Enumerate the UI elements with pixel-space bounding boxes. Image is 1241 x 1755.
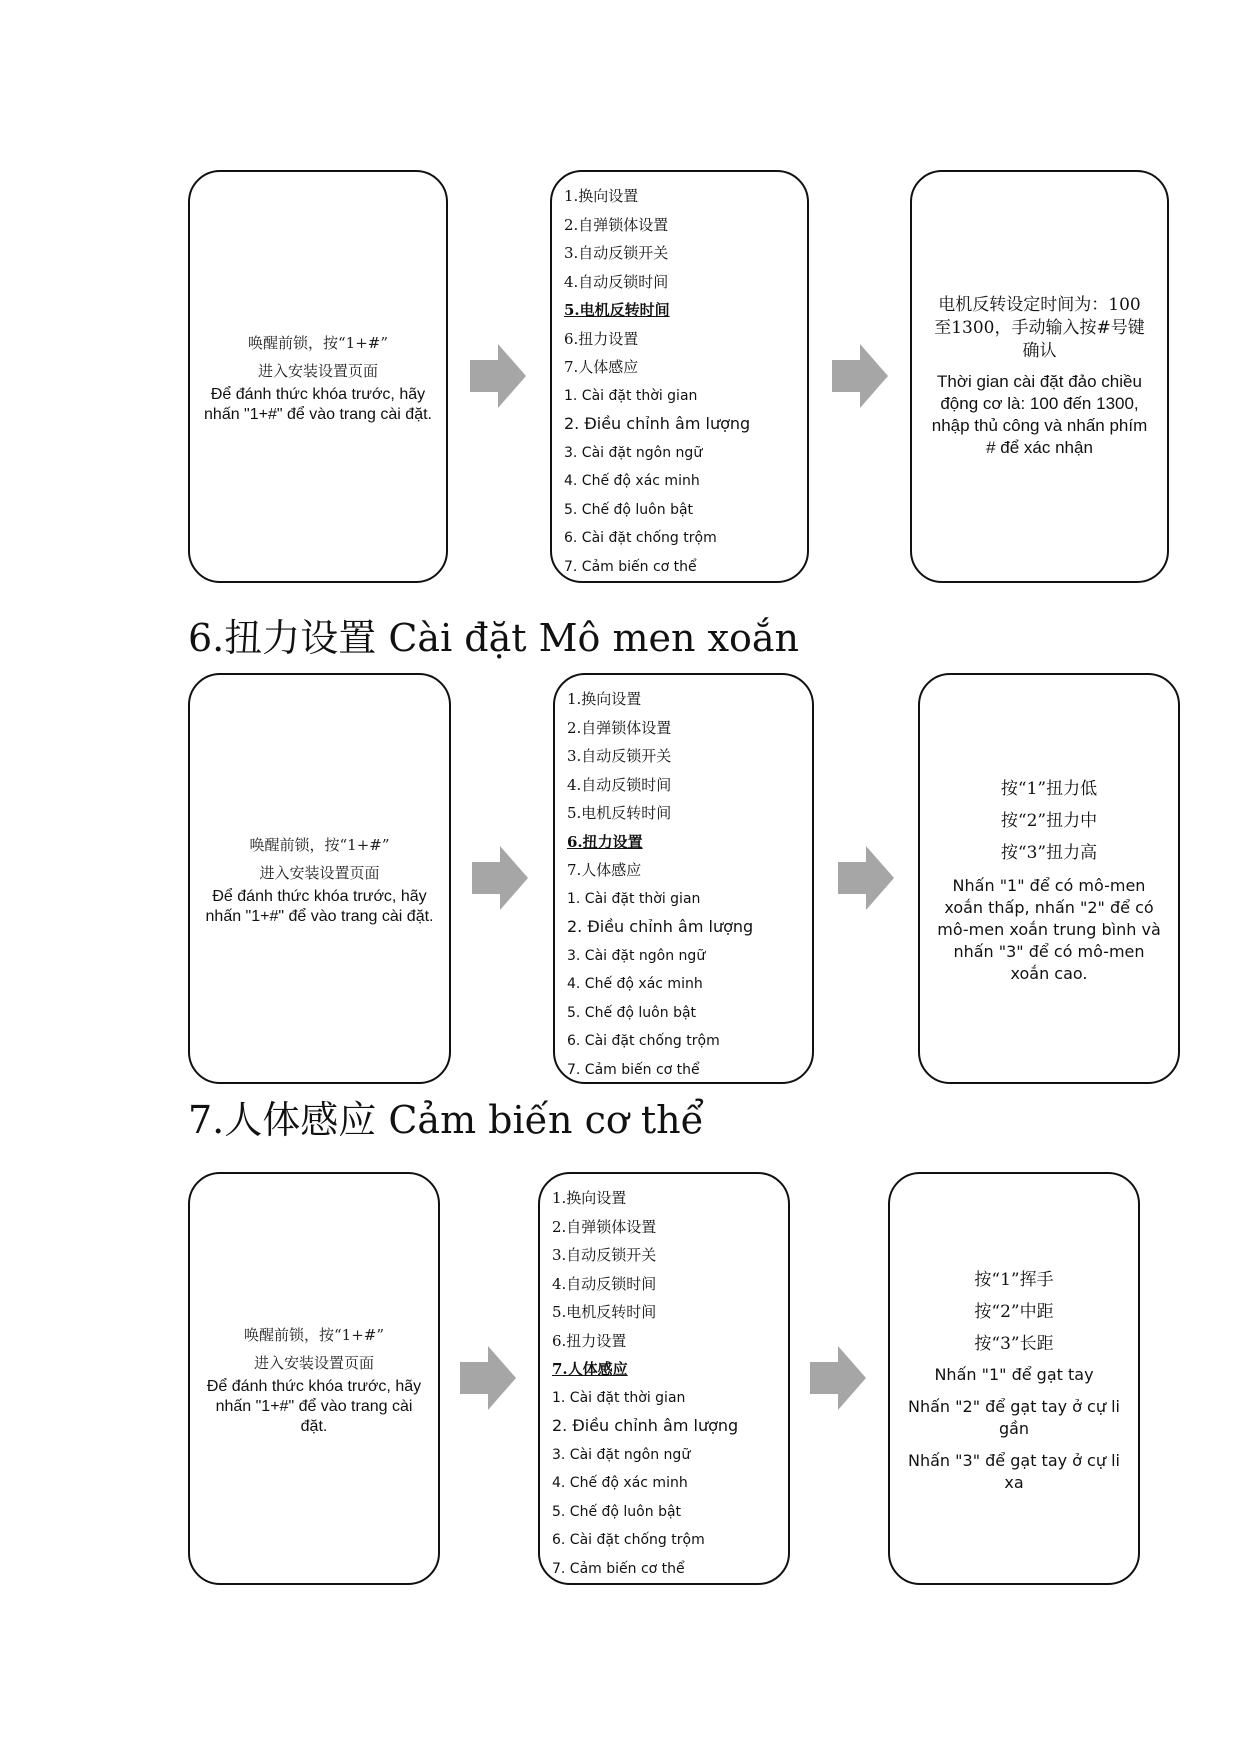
menu-item: 2.自弹锁体设置 xyxy=(567,718,672,737)
result-vi-7-2: Nhấn "2" để gạt tay ở cự li gần xyxy=(908,1396,1120,1438)
wake-zh-line2: 进入安装设置页面 xyxy=(259,863,380,882)
result-vi-6: Nhấn "1" để có mô-men xoắn thấp, nhấn "2" để có mô-men xoắn trung bình và nhấn "3" để có mô-men xoắn cao. xyxy=(937,875,1161,983)
menu-item: 7.人体感应 xyxy=(564,358,639,376)
menu-item: 2. Điều chỉnh âm lượng xyxy=(552,1416,739,1435)
menu-item: 7.人体感应 xyxy=(552,1360,628,1378)
result-box-5 xyxy=(910,170,1169,583)
menu-item: 3. Cài đặt ngôn ngữ xyxy=(552,1446,691,1463)
menu-item: 5. Chế độ luôn bật xyxy=(564,501,694,518)
result-zh-6-3: 按“3”扭力高 xyxy=(1000,842,1098,863)
menu-box-5 xyxy=(550,170,809,583)
wake-zh-line1: 唤醒前锁，按“1+#” xyxy=(249,835,390,854)
menu-box-7 xyxy=(538,1172,790,1585)
result-box-6 xyxy=(918,673,1180,1084)
menu-item: 6. Cài đặt chống trộm xyxy=(564,530,717,546)
result-zh-6-1: 按“1”扭力低 xyxy=(1000,778,1098,799)
menu-item: 5.电机反转时间 xyxy=(567,804,672,822)
result-box-7 xyxy=(888,1172,1140,1585)
menu-item: 4. Chế độ xác minh xyxy=(564,473,700,489)
menu-box-6 xyxy=(553,673,814,1084)
wake-zh-line1: 唤醒前锁，按“1+#” xyxy=(243,1325,385,1344)
result-zh-7-2: 按“2”中距 xyxy=(974,1301,1054,1322)
wake-box-7 xyxy=(188,1172,440,1585)
wake-zh-line2: 进入安装设置页面 xyxy=(253,1353,374,1372)
menu-item: 1. Cài đặt thời gian xyxy=(567,890,701,907)
menu-item: 1.换向设置 xyxy=(564,187,639,205)
menu-item: 5. Chế độ luôn bật xyxy=(567,1004,697,1021)
menu-item: 4.自动反锁时间 xyxy=(567,775,672,794)
arrow-right-icon xyxy=(472,846,528,910)
menu-item: 2.自弹锁体设置 xyxy=(564,215,669,234)
result-vi-5: Thời gian cài đặt đảo chiều động cơ là: 100 đến 1300, nhập thủ công và nhấn phím # để xác nhận xyxy=(931,372,1148,457)
arrow-right-icon xyxy=(810,1346,866,1410)
menu-item: 1.换向设置 xyxy=(552,1189,627,1207)
menu-item: 5.电机反转时间 xyxy=(552,1303,657,1321)
menu-item: 6.扭力设置 xyxy=(564,329,639,348)
section-7-title: 7.人体感应 Cảm biến cơ thể xyxy=(188,1098,704,1142)
menu-item: 2.自弹锁体设置 xyxy=(552,1217,657,1236)
menu-item: 5.电机反转时间 xyxy=(564,301,670,319)
result-zh-7-1: 按“1”挥手 xyxy=(974,1269,1054,1290)
menu-item: 3.自动反锁开关 xyxy=(564,244,669,262)
wake-box-6 xyxy=(188,673,451,1084)
menu-item: 6. Cài đặt chống trộm xyxy=(552,1532,705,1548)
menu-item: 3. Cài đặt ngôn ngữ xyxy=(564,444,703,461)
menu-item: 4. Chế độ xác minh xyxy=(552,1475,688,1491)
menu-item: 7.人体感应 xyxy=(567,861,642,879)
result-zh-7-3: 按“3”长距 xyxy=(974,1333,1054,1354)
menu-item: 4.自动反锁时间 xyxy=(552,1274,657,1293)
wake-vi-text: Để đánh thức khóa trước, hãy nhấn "1+#" để vào trang cài đặt. xyxy=(205,887,434,925)
menu-item: 6.扭力设置 xyxy=(552,1331,627,1350)
menu-item: 2. Điều chỉnh âm lượng xyxy=(564,414,751,433)
menu-item: 6.扭力设置 xyxy=(567,832,643,851)
result-vi-7-3: Nhấn "3" để gạt tay ở cự li xa xyxy=(908,1450,1120,1492)
wake-zh-line1: 唤醒前锁，按“1+#” xyxy=(247,333,389,352)
menu-item: 1. Cài đặt thời gian xyxy=(564,387,698,404)
menu-item: 1. Cài đặt thời gian xyxy=(552,1389,686,1406)
menu-item: 3.自动反锁开关 xyxy=(567,747,672,765)
menu-item: 7. Cảm biến cơ thể xyxy=(564,558,697,575)
wake-box-5 xyxy=(188,170,448,583)
menu-item: 3. Cài đặt ngôn ngữ xyxy=(567,947,706,964)
menu-item: 7. Cảm biến cơ thể xyxy=(567,1061,700,1078)
menu-item: 3.自动反锁开关 xyxy=(552,1246,657,1264)
wake-vi-text: Để đánh thức khóa trước, hãy nhấn "1+#" để vào trang cài đặt. xyxy=(204,385,432,423)
menu-item: 7. Cảm biến cơ thể xyxy=(552,1560,685,1577)
menu-item: 1.换向设置 xyxy=(567,690,642,708)
menu-item: 2. Điều chỉnh âm lượng xyxy=(567,917,754,936)
wake-vi-text: Để đánh thức khóa trước, hãy nhấn "1+#" để vào trang cài đặt. xyxy=(206,1377,422,1435)
menu-item: 4.自动反锁时间 xyxy=(564,272,669,291)
result-vi-7-1: Nhấn "1" để gạt tay xyxy=(934,1364,1094,1384)
section-6-title: 6.扭力设置 Cài đặt Mô men xoắn xyxy=(188,616,800,660)
menu-item: 4. Chế độ xác minh xyxy=(567,976,703,992)
result-zh-6-2: 按“2”扭力中 xyxy=(1000,810,1098,831)
arrow-right-icon xyxy=(460,1346,516,1410)
menu-item: 5. Chế độ luôn bật xyxy=(552,1503,682,1520)
menu-item: 6. Cài đặt chống trộm xyxy=(567,1033,720,1049)
arrow-right-icon xyxy=(470,344,526,408)
wake-zh-line2: 进入安装设置页面 xyxy=(257,361,378,380)
result-zh-5: 电机反转设定时间为：100至1300，手动输入按#号键确认 xyxy=(934,295,1145,361)
arrow-right-icon xyxy=(838,846,894,910)
arrow-right-icon xyxy=(832,344,888,408)
